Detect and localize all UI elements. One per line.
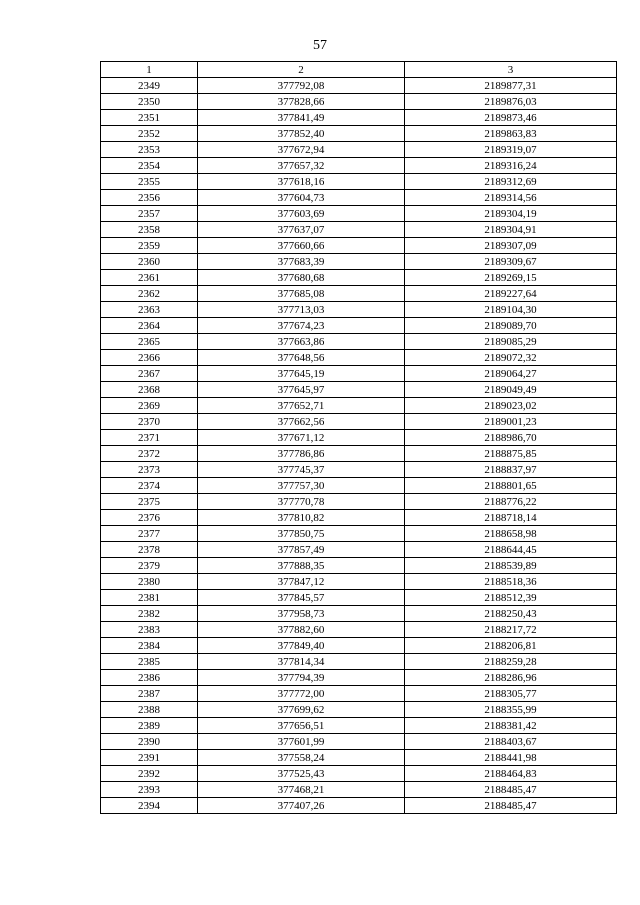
x-coordinate-cell: 377660,66: [198, 238, 405, 254]
table-row: [101, 158, 617, 174]
point-number-cell: 2374: [101, 478, 198, 494]
x-coordinate-cell: 377852,40: [198, 126, 405, 142]
point-number-cell: 2370: [101, 414, 198, 430]
point-number-cell: 2367: [101, 366, 198, 382]
table-body: [101, 78, 617, 814]
x-coordinate-cell: 377857,49: [198, 542, 405, 558]
x-coordinate-cell: 377652,71: [198, 398, 405, 414]
y-coordinate-cell: 2189309,67: [405, 254, 617, 270]
y-coordinate-cell: 2188518,36: [405, 574, 617, 590]
y-coordinate-cell: 2189304,91: [405, 222, 617, 238]
point-number-cell: 2360: [101, 254, 198, 270]
point-number-cell: 2349: [101, 78, 198, 94]
table-row: [101, 334, 617, 350]
table-row: [101, 414, 617, 430]
y-coordinate-cell: 2188986,70: [405, 430, 617, 446]
table-row: [101, 190, 617, 206]
point-number-cell: 2368: [101, 382, 198, 398]
table-row: [101, 110, 617, 126]
table-row: [101, 574, 617, 590]
point-number-cell: 2393: [101, 782, 198, 798]
x-coordinate-cell: 377882,60: [198, 622, 405, 638]
x-coordinate-cell: 377958,73: [198, 606, 405, 622]
table-row: [101, 446, 617, 462]
y-coordinate-cell: 2189314,56: [405, 190, 617, 206]
x-coordinate-cell: 377601,99: [198, 734, 405, 750]
y-coordinate-cell: 2188718,14: [405, 510, 617, 526]
y-coordinate-cell: 2189104,30: [405, 302, 617, 318]
point-number-cell: 2391: [101, 750, 198, 766]
point-number-cell: 2357: [101, 206, 198, 222]
table-row: [101, 318, 617, 334]
y-coordinate-cell: 2188485,47: [405, 782, 617, 798]
x-coordinate-cell: 377680,68: [198, 270, 405, 286]
point-number-cell: 2355: [101, 174, 198, 190]
x-coordinate-cell: 377683,39: [198, 254, 405, 270]
y-coordinate-cell: 2188305,77: [405, 686, 617, 702]
point-number-cell: 2392: [101, 766, 198, 782]
y-coordinate-cell: 2188250,43: [405, 606, 617, 622]
point-number-cell: 2356: [101, 190, 198, 206]
x-coordinate-cell: 377407,26: [198, 798, 405, 814]
y-coordinate-cell: 2189877,31: [405, 78, 617, 94]
table-row: [101, 78, 617, 94]
x-coordinate-cell: 377648,56: [198, 350, 405, 366]
x-coordinate-cell: 377847,12: [198, 574, 405, 590]
y-coordinate-cell: 2189227,64: [405, 286, 617, 302]
table-row: [101, 238, 617, 254]
y-coordinate-cell: 2188801,65: [405, 478, 617, 494]
table-row: [101, 366, 617, 382]
table-row: [101, 510, 617, 526]
table-row: [101, 430, 617, 446]
y-coordinate-cell: 2188206,81: [405, 638, 617, 654]
y-coordinate-cell: 2188539,89: [405, 558, 617, 574]
table-row: [101, 670, 617, 686]
x-coordinate-cell: 377645,97: [198, 382, 405, 398]
table-row: [101, 638, 617, 654]
table-row: [101, 526, 617, 542]
table-row: [101, 622, 617, 638]
x-coordinate-cell: 377525,43: [198, 766, 405, 782]
x-coordinate-cell: 377888,35: [198, 558, 405, 574]
point-number-cell: 2362: [101, 286, 198, 302]
point-number-cell: 2369: [101, 398, 198, 414]
x-coordinate-cell: 377786,86: [198, 446, 405, 462]
table-row: [101, 702, 617, 718]
point-number-cell: 2385: [101, 654, 198, 670]
point-number-cell: 2378: [101, 542, 198, 558]
table-row: [101, 734, 617, 750]
point-number-cell: 2372: [101, 446, 198, 462]
y-coordinate-cell: 2188837,97: [405, 462, 617, 478]
table-row: [101, 782, 617, 798]
x-coordinate-cell: 377794,39: [198, 670, 405, 686]
y-coordinate-cell: 2189319,07: [405, 142, 617, 158]
x-coordinate-cell: 377604,73: [198, 190, 405, 206]
x-coordinate-cell: 377618,16: [198, 174, 405, 190]
x-coordinate-cell: 377841,49: [198, 110, 405, 126]
coordinates-table: [100, 61, 617, 814]
point-number-cell: 2366: [101, 350, 198, 366]
table-row: [101, 654, 617, 670]
point-number-cell: 2364: [101, 318, 198, 334]
table-row: [101, 590, 617, 606]
y-coordinate-cell: 2189049,49: [405, 382, 617, 398]
point-number-cell: 2375: [101, 494, 198, 510]
y-coordinate-cell: 2189085,29: [405, 334, 617, 350]
x-coordinate-cell: 377671,12: [198, 430, 405, 446]
y-coordinate-cell: 2189304,19: [405, 206, 617, 222]
x-coordinate-cell: 377814,34: [198, 654, 405, 670]
y-coordinate-cell: 2189876,03: [405, 94, 617, 110]
y-coordinate-cell: 2188658,98: [405, 526, 617, 542]
x-coordinate-cell: 377663,86: [198, 334, 405, 350]
table-row: [101, 286, 617, 302]
point-number-cell: 2388: [101, 702, 198, 718]
x-coordinate-cell: 377468,21: [198, 782, 405, 798]
x-coordinate-cell: 377662,56: [198, 414, 405, 430]
y-coordinate-cell: 2189873,46: [405, 110, 617, 126]
x-coordinate-cell: 377603,69: [198, 206, 405, 222]
x-coordinate-cell: 377657,32: [198, 158, 405, 174]
y-coordinate-cell: 2189316,24: [405, 158, 617, 174]
table-row: [101, 254, 617, 270]
y-coordinate-cell: 2188512,39: [405, 590, 617, 606]
table-row: [101, 94, 617, 110]
y-coordinate-cell: 2189307,09: [405, 238, 617, 254]
y-coordinate-cell: 2188403,67: [405, 734, 617, 750]
x-coordinate-cell: 377685,08: [198, 286, 405, 302]
point-number-cell: 2352: [101, 126, 198, 142]
table-row: [101, 350, 617, 366]
x-coordinate-cell: 377713,03: [198, 302, 405, 318]
y-coordinate-cell: 2188485,47: [405, 798, 617, 814]
point-number-cell: 2365: [101, 334, 198, 350]
x-coordinate-cell: 377757,30: [198, 478, 405, 494]
y-coordinate-cell: 2188464,83: [405, 766, 617, 782]
point-number-cell: 2384: [101, 638, 198, 654]
table-row: [101, 126, 617, 142]
table-row: [101, 798, 617, 814]
y-coordinate-cell: 2189001,23: [405, 414, 617, 430]
x-coordinate-cell: 377672,94: [198, 142, 405, 158]
point-number-cell: 2381: [101, 590, 198, 606]
table-row: [101, 686, 617, 702]
table-row: [101, 542, 617, 558]
y-coordinate-cell: 2188217,72: [405, 622, 617, 638]
point-number-cell: 2350: [101, 94, 198, 110]
y-coordinate-cell: 2189089,70: [405, 318, 617, 334]
y-coordinate-cell: 2188259,28: [405, 654, 617, 670]
point-number-cell: 2361: [101, 270, 198, 286]
table-row: [101, 142, 617, 158]
table-row: [101, 206, 617, 222]
y-coordinate-cell: 2188644,45: [405, 542, 617, 558]
y-coordinate-cell: 2189072,32: [405, 350, 617, 366]
point-number-cell: 2380: [101, 574, 198, 590]
x-coordinate-cell: 377845,57: [198, 590, 405, 606]
table-row: [101, 718, 617, 734]
x-coordinate-cell: 377810,82: [198, 510, 405, 526]
y-coordinate-cell: 2189023,02: [405, 398, 617, 414]
table-row: [101, 222, 617, 238]
y-coordinate-cell: 2189269,15: [405, 270, 617, 286]
point-number-cell: 2354: [101, 158, 198, 174]
x-coordinate-cell: 377770,78: [198, 494, 405, 510]
point-number-cell: 2358: [101, 222, 198, 238]
table-row: [101, 302, 617, 318]
y-coordinate-cell: 2188381,42: [405, 718, 617, 734]
table-row: [101, 174, 617, 190]
point-number-cell: 2359: [101, 238, 198, 254]
x-coordinate-cell: 377637,07: [198, 222, 405, 238]
point-number-cell: 2371: [101, 430, 198, 446]
table-row: [101, 606, 617, 622]
point-number-cell: 2379: [101, 558, 198, 574]
table-header-row: [101, 62, 617, 78]
x-coordinate-cell: 377656,51: [198, 718, 405, 734]
x-coordinate-cell: 377674,23: [198, 318, 405, 334]
x-coordinate-cell: 377850,75: [198, 526, 405, 542]
point-number-cell: 2382: [101, 606, 198, 622]
x-coordinate-cell: 377849,40: [198, 638, 405, 654]
y-coordinate-cell: 2189312,69: [405, 174, 617, 190]
y-coordinate-cell: 2188776,22: [405, 494, 617, 510]
table-row: [101, 766, 617, 782]
table-row: [101, 558, 617, 574]
point-number-cell: 2389: [101, 718, 198, 734]
column-header-y: 3: [405, 62, 617, 78]
table-row: [101, 494, 617, 510]
point-number-cell: 2387: [101, 686, 198, 702]
page-number: 57: [313, 38, 327, 53]
y-coordinate-cell: 2188286,96: [405, 670, 617, 686]
table-row: [101, 398, 617, 414]
y-coordinate-cell: 2188355,99: [405, 702, 617, 718]
point-number-cell: 2373: [101, 462, 198, 478]
y-coordinate-cell: 2189064,27: [405, 366, 617, 382]
x-coordinate-cell: 377792,08: [198, 78, 405, 94]
x-coordinate-cell: 377828,66: [198, 94, 405, 110]
point-number-cell: 2383: [101, 622, 198, 638]
column-header-x: 2: [198, 62, 405, 78]
x-coordinate-cell: 377699,62: [198, 702, 405, 718]
x-coordinate-cell: 377772,00: [198, 686, 405, 702]
point-number-cell: 2394: [101, 798, 198, 814]
y-coordinate-cell: 2188441,98: [405, 750, 617, 766]
point-number-cell: 2351: [101, 110, 198, 126]
point-number-cell: 2376: [101, 510, 198, 526]
table-row: [101, 382, 617, 398]
point-number-cell: 2353: [101, 142, 198, 158]
point-number-cell: 2386: [101, 670, 198, 686]
x-coordinate-cell: 377745,37: [198, 462, 405, 478]
point-number-cell: 2390: [101, 734, 198, 750]
y-coordinate-cell: 2188875,85: [405, 446, 617, 462]
table-row: [101, 478, 617, 494]
y-coordinate-cell: 2189863,83: [405, 126, 617, 142]
point-number-cell: 2377: [101, 526, 198, 542]
table-row: [101, 270, 617, 286]
x-coordinate-cell: 377645,19: [198, 366, 405, 382]
table-row: [101, 462, 617, 478]
point-number-cell: 2363: [101, 302, 198, 318]
x-coordinate-cell: 377558,24: [198, 750, 405, 766]
column-header-point: 1: [101, 62, 198, 78]
table-row: [101, 750, 617, 766]
